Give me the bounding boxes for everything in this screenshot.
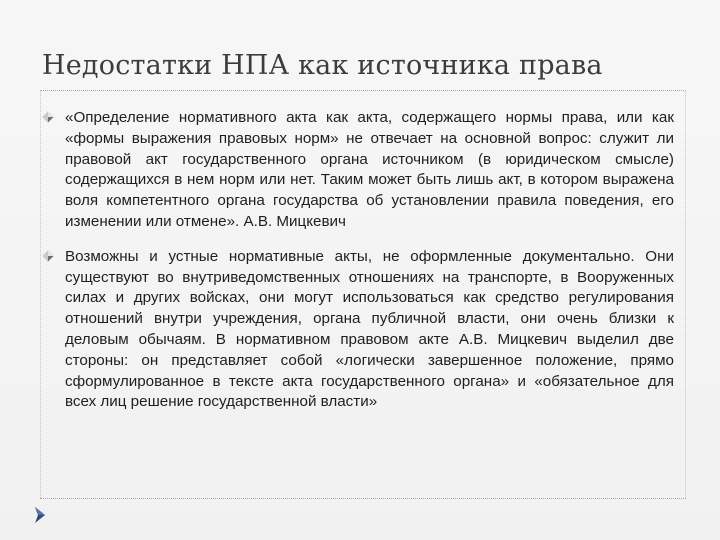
bullet-item: [42, 108, 674, 233]
bullet-list: [42, 108, 674, 427]
diamond-bullet-icon: [42, 111, 54, 123]
bullet-text: Возможны и устные нормативные акты, не оформленные документально. Они существуют во внутриведомственных отношениях на транспорте, в Вооруженных силах и других войсках, они могут использоваться как средство регулирования отношений внутри учреждения, органа публичной власти, они очень близки к деловым обычаям. В нормативном правовом акте А.В. Мицкевич выделил две стороны: он представляет собой «логически завершенное положение, прямо сформулированное в тексте акта государственного органа» и «обязательное для всех лиц решение государственной власти»: [65, 247, 674, 411]
bullet-text: «Определение нормативного акта как акта, содержащего нормы права, или как «формы выражения правовых норм» не отвечает на основной вопрос: служит ли правовой акт государственного органа источником (в юридическом смысле) содержащихся в нем норм или нет. Таким может быть лишь акт, в котором выражена воля компетентного органа государства об установлении правила поведения, его изменении или отмене». А.В. Мицкевич: [65, 109, 674, 230]
next-slide-arrow-icon[interactable]: [33, 505, 47, 525]
title-divider: [40, 90, 686, 91]
slide-title: Недостатки НПА как источника права: [42, 50, 603, 81]
footer-divider: [40, 498, 686, 499]
bullet-item: [42, 247, 674, 413]
content-right-border: [685, 90, 686, 498]
content-left-border: [40, 90, 41, 498]
diamond-bullet-icon: [42, 250, 54, 262]
